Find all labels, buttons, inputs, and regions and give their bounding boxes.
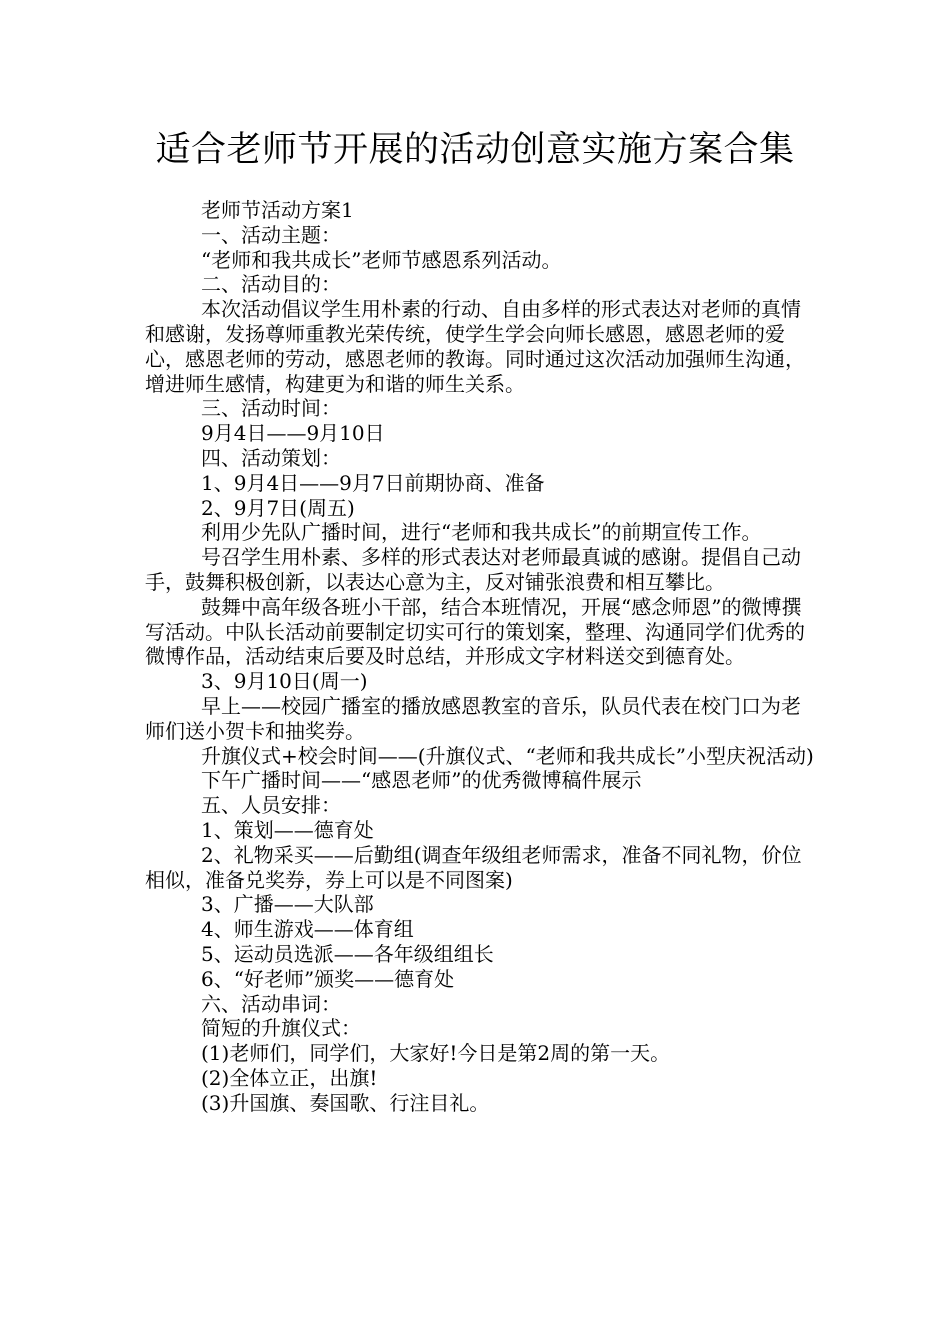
paragraph: 4、师生游戏——体育组 xyxy=(201,917,414,942)
paragraph: 1、9月4日——9月7日前期协商、准备 xyxy=(201,470,545,495)
paragraph: 3、广播——大队部 xyxy=(201,892,374,917)
paragraph: 鼓舞中高年级各班小干部，结合本班情况，开展“感念师恩”的微博撰写活动。中队长活动前要制定切实可行的策划案，整理、沟通同学们优秀的微博作品，活动结束后要及时总结，并形成文字材料送交到德育处。 xyxy=(145,594,805,669)
paragraph: 下午广播时间——“感恩老师”的优秀微博稿件展示 xyxy=(201,768,642,793)
paragraph: 5、运动员选派——各年级组组长 xyxy=(201,941,494,966)
paragraph: 1、策划——德育处 xyxy=(201,817,374,842)
paragraph: 9月4日——9月10日 xyxy=(201,421,385,446)
paragraph: 3、9月10日(周一) xyxy=(201,669,368,694)
paragraph: 升旗仪式+校会时间——(升旗仪式、“老师和我共成长”小型庆祝活动) xyxy=(201,743,814,768)
paragraph: 早上——校园广播室的播放感恩教室的音乐，队员代表在校门口为老师们送小贺卡和抽奖券。 xyxy=(145,693,801,743)
document-body xyxy=(145,198,815,1115)
paragraph: 四、活动策划： xyxy=(201,445,341,470)
paragraph: 2、9月7日(周五) xyxy=(201,495,355,520)
paragraph: 一、活动主题： xyxy=(201,222,341,247)
paragraph: 号召学生用朴素、多样的形式表达对老师最真诚的感谢。提倡自己动手，鼓舞积极创新，以表达心意为主，反对铺张浪费和相互攀比。 xyxy=(145,545,801,594)
paragraph: 本次活动倡议学生用朴素的行动、自由多样的形式表达对老师的真情和感谢，发扬尊师重教光荣传统，使学生学会向师长感恩，感恩老师的爱心，感恩老师的劳动，感恩老师的教诲。同时通过这次活动加强师生沟通，增进师生感情，构建更为和谐的师生关系。 xyxy=(145,297,805,396)
paragraph: 五、人员安排： xyxy=(201,793,341,818)
paragraph: (3)升国旗、奏国歌、行注目礼。 xyxy=(201,1090,490,1115)
paragraph: 六、活动串词： xyxy=(201,991,341,1016)
paragraph: (2)全体立正，出旗! xyxy=(201,1065,378,1090)
document-title: 适合老师节开展的活动创意实施方案合集 xyxy=(155,130,795,170)
paragraph: 二、活动目的： xyxy=(201,272,341,297)
paragraph: (1)老师们，同学们，大家好!今日是第2周的第一天。 xyxy=(201,1041,671,1066)
paragraph: 2、礼物采买——后勤组(调查年级组老师需求，准备不同礼物，价位相似，准备兑奖券，券上可以是不同图案) xyxy=(145,842,802,892)
paragraph: 老师节活动方案1 xyxy=(201,198,354,222)
paragraph: 利用少先队广播时间，进行“老师和我共成长”的前期宣传工作。 xyxy=(201,520,762,545)
paragraph: “老师和我共成长”老师节感恩系列活动。 xyxy=(201,247,562,272)
paragraph: 6、“好老师”颁奖——德育处 xyxy=(201,966,455,991)
paragraph: 简短的升旗仪式： xyxy=(201,1016,361,1041)
paragraph: 三、活动时间： xyxy=(201,396,341,421)
